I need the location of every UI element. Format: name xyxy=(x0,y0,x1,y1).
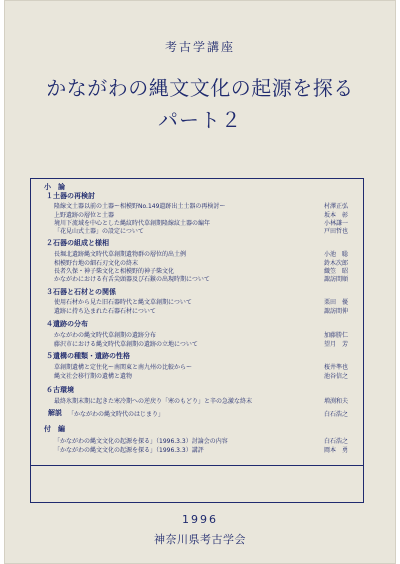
list-item: 長者久保・神子柴文化と相模野的神子柴文化 xyxy=(54,268,175,275)
list-item: 境川下流域を中心とした縄紋時代草創期隆線紋土器の編年 xyxy=(54,220,211,227)
list-item-author: 岡本 勇 xyxy=(324,447,349,454)
section-title: ６古環境 xyxy=(46,386,74,394)
list-item-author: 織笠 昭 xyxy=(324,268,349,275)
series-title: 考古学講座 xyxy=(164,40,235,54)
section-heading-appendix: 付 編 xyxy=(44,425,65,433)
list-item: 上野遺跡の層位と土器 xyxy=(54,212,115,219)
list-item-author: 諏訪間伸 xyxy=(324,308,349,315)
section-title: ２石器の組成と様相 xyxy=(46,239,109,247)
list-item-author: 坂本 彰 xyxy=(324,212,349,219)
list-item: 「かながわの縄文文化の起源を探る」（1996.3.3）講評 xyxy=(54,447,204,454)
list-item: 縄文社会移行期の遺構と遺物 xyxy=(54,373,133,380)
list-item-author: 小池 聡 xyxy=(324,251,349,258)
list-item: 遺跡に持ち込まれた石器石材について xyxy=(54,308,156,315)
list-item: 隆線文土器以前の土器ー相模野No.149遺跡出土土器の再検討ー xyxy=(54,203,226,210)
list-item-author: 増渕和夫 xyxy=(324,398,349,405)
commentary-title: 「かながわの縄文時代のはじまり」 xyxy=(68,411,165,418)
list-item-author: 諏訪間順 xyxy=(324,276,349,283)
list-item-author: 望月 芳 xyxy=(324,341,349,348)
list-item: 使用石材から見た旧石器時代と縄文草創期について xyxy=(54,299,192,306)
list-item: 最終氷期末期に起きた寒冷期への逆戻り「寒のもどり」と辛の急激な終末 xyxy=(54,398,253,405)
list-item-author: 池谷信之 xyxy=(324,373,349,380)
list-item-author: 桜井準也 xyxy=(324,364,349,371)
list-item: かながわの縄文時代草創期の遺跡分布 xyxy=(54,332,157,339)
list-item-author: 白石浩之 xyxy=(324,438,349,445)
list-item: 長堀北遺跡縄文時代草創期遺物群の層位的出土例 xyxy=(54,251,187,258)
list-item-author: 加藤勝仁 xyxy=(324,332,349,339)
section-title: ３石器と石材との関係 xyxy=(46,288,116,296)
list-item-author: 鈴木次郎 xyxy=(324,260,349,267)
publication-year: 1996 xyxy=(182,513,218,526)
section-title: ５遺構の種類・遺跡の性格 xyxy=(46,352,130,360)
list-item-author: 戸田哲也 xyxy=(324,228,349,235)
section-heading-essays: 小 論 xyxy=(44,183,65,191)
main-title: かながわの縄文文化の起源を探る xyxy=(46,76,354,100)
list-item: かながわにおける有舌尖頭器及び石鏃の出現時期について xyxy=(54,276,210,283)
contents-divider xyxy=(30,465,364,466)
publisher-name: 神奈川県考古学会 xyxy=(154,533,246,546)
commentary-author: 白石浩之 xyxy=(324,411,349,418)
list-item: 草創期遺構と定住化ー南関東と南九州の比較からー xyxy=(54,364,193,371)
commentary-label: 解説 xyxy=(48,409,62,417)
list-item-author: 村澤正弘 xyxy=(324,203,349,210)
booklet-cover xyxy=(4,0,396,564)
list-item: 藤沢市における縄文時代草創期の遺跡の立地について xyxy=(54,341,198,348)
list-item: 「花見山式土器」の設定について xyxy=(54,228,144,235)
list-item: 「かながわの縄文文化の起源を探る」（1996.3.3）討論会の内容 xyxy=(54,438,228,445)
main-title-part: パート２ xyxy=(158,108,242,132)
list-item-author: 栗田 優 xyxy=(324,299,349,306)
list-item: 相模野台地の細石刃文化の終末 xyxy=(54,260,139,267)
list-item-author: 小林謙一 xyxy=(324,220,349,227)
section-title: ４遺跡の分布 xyxy=(46,320,88,328)
section-title: １土器の再検討 xyxy=(46,192,95,200)
